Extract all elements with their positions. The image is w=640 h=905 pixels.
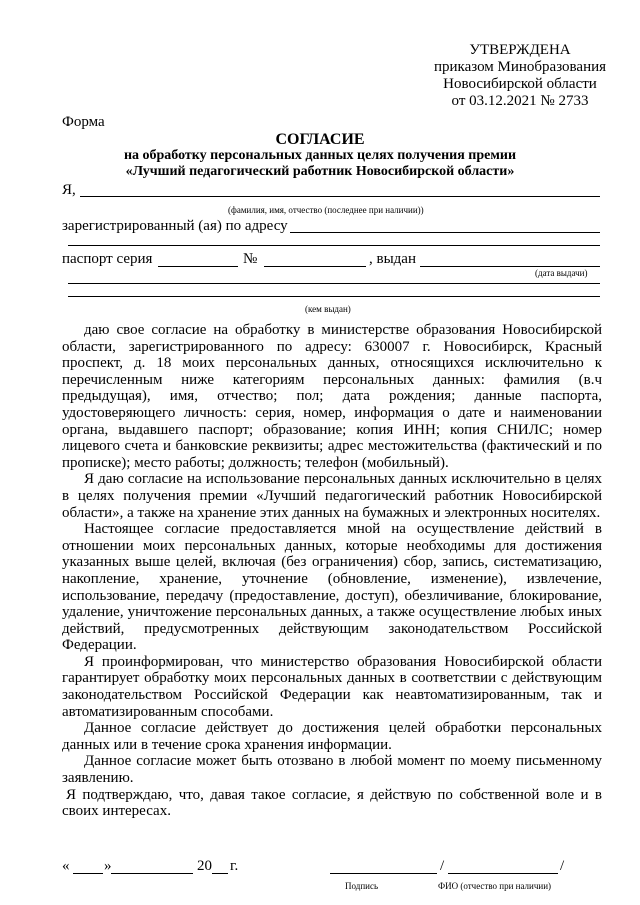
date-quote-open: « xyxy=(62,858,70,874)
year-prefix: 20 xyxy=(197,858,212,874)
issued-by-hint: (кем выдан) xyxy=(305,304,351,314)
passport-series-field[interactable] xyxy=(158,266,238,267)
passport-number-label: № xyxy=(243,251,258,267)
fio-field[interactable] xyxy=(448,873,558,874)
passport-number-field[interactable] xyxy=(264,266,366,267)
signature-hint: Подпись xyxy=(345,881,379,891)
address-field-2[interactable] xyxy=(68,245,600,246)
fio-hint: ФИО (отчество при наличии) xyxy=(438,881,552,891)
year-field[interactable] xyxy=(212,873,228,874)
approval-line-4: от 03.12.2021 № 2733 xyxy=(451,93,589,109)
slash-1: / xyxy=(440,858,445,874)
year-suffix: г. xyxy=(230,858,239,874)
passport-series-label: паспорт серия xyxy=(62,251,153,267)
paragraph-confirmation: Я подтверждаю, что, давая такое согласие, я действую по собственной воле и в своих интересах. xyxy=(62,786,602,820)
month-field[interactable] xyxy=(111,873,193,874)
paragraph-consent: даю свое согласие на обработку в министерстве образования Новосибирской области, зарегистрированного по адресу: 630007 г. Новосибирск, Красный проспект, д. 18 моих персональных данных, относящихся исключительно к перечисленным ниже категориям персональных данных: фамилия (в.ч предыдущая), имя, отчество; пол; дата рождения; данные паспорта, удостоверяющего личность: серия, номер, информация о дате и наименовании органа, выдавшего паспорт; образование; копия ИНН; копия СНИЛС; номер лицевого счета и банковские реквизиты; адрес местожительства (фактический и по прописке); место работы; должность; телефон (мобильный). xyxy=(62,322,602,471)
name-field[interactable] xyxy=(80,196,600,197)
issue-date-field[interactable] xyxy=(420,266,600,267)
paragraph-informed: Я проинформирован, что министерство образования Новосибирской области гарантирует обработку моих персональных данных в соответствии с действующим законодательством Российской Федерации как неавтоматизированным, так и автоматизированным способами. xyxy=(62,653,602,720)
document-title: СОГЛАСИЕ xyxy=(275,131,365,148)
name-hint: (фамилия, имя, отчество (последнее при наличии)) xyxy=(228,205,424,215)
signature-field[interactable] xyxy=(330,873,437,874)
paragraph-actions: Настоящее согласие предоставляется мной на осуществление действий в отношении моих персональных данных, которые необходимы для достижения указанных выше целей, включая (без ограничения) сбор, запись, систематизацию, накопление, хранение, уточнение (обновление, изменение), извлечение, использование, передачу (предоставление, доступ), обезличивание, блокирование, удаление, уничтожение персональных данных, а также осуществление любых иных действий, предусмотренных действующим законодательством Российской Федерации. xyxy=(62,521,602,654)
date-quote-close: » xyxy=(104,858,112,874)
issued-by-field-1[interactable] xyxy=(68,283,600,284)
paragraph-validity: Данное согласие действует до достижения целей обработки персональных данных или в течение срока хранения информации. xyxy=(62,720,602,753)
consent-body xyxy=(62,322,602,820)
document-subtitle-1: на обработку персональных данных целях получения премии xyxy=(123,148,517,163)
address-field-1[interactable] xyxy=(290,232,600,233)
paragraph-purpose: Я даю согласие на использование персональных данных исключительно в целях в целях получения премии «Лучший педагогический работник Новосибирской области», а также на хранение этих данных на бумажных и электронных носителях. xyxy=(62,471,602,521)
approval-block xyxy=(420,42,620,110)
approval-line-2: приказом Минобразования xyxy=(433,59,607,75)
form-label: Форма xyxy=(62,114,105,130)
slash-2: / xyxy=(560,858,565,874)
approval-line-1: УТВЕРЖДЕНА xyxy=(469,42,571,58)
i-label: Я, xyxy=(62,182,76,198)
issue-date-hint: (дата выдачи) xyxy=(535,268,588,278)
issued-by-field-2[interactable] xyxy=(68,296,600,297)
document-subtitle-2: «Лучший педагогический работник Новосибирской области» xyxy=(125,164,515,179)
issued-label: , выдан xyxy=(369,251,416,267)
paragraph-revocation: Данное согласие может быть отозвано в любой момент по моему письменному заявлению. xyxy=(62,753,602,787)
approval-line-3: Новосибирской области xyxy=(443,76,597,92)
registered-label: зарегистрированный (ая) по адресу xyxy=(62,218,288,234)
day-field[interactable] xyxy=(73,873,103,874)
